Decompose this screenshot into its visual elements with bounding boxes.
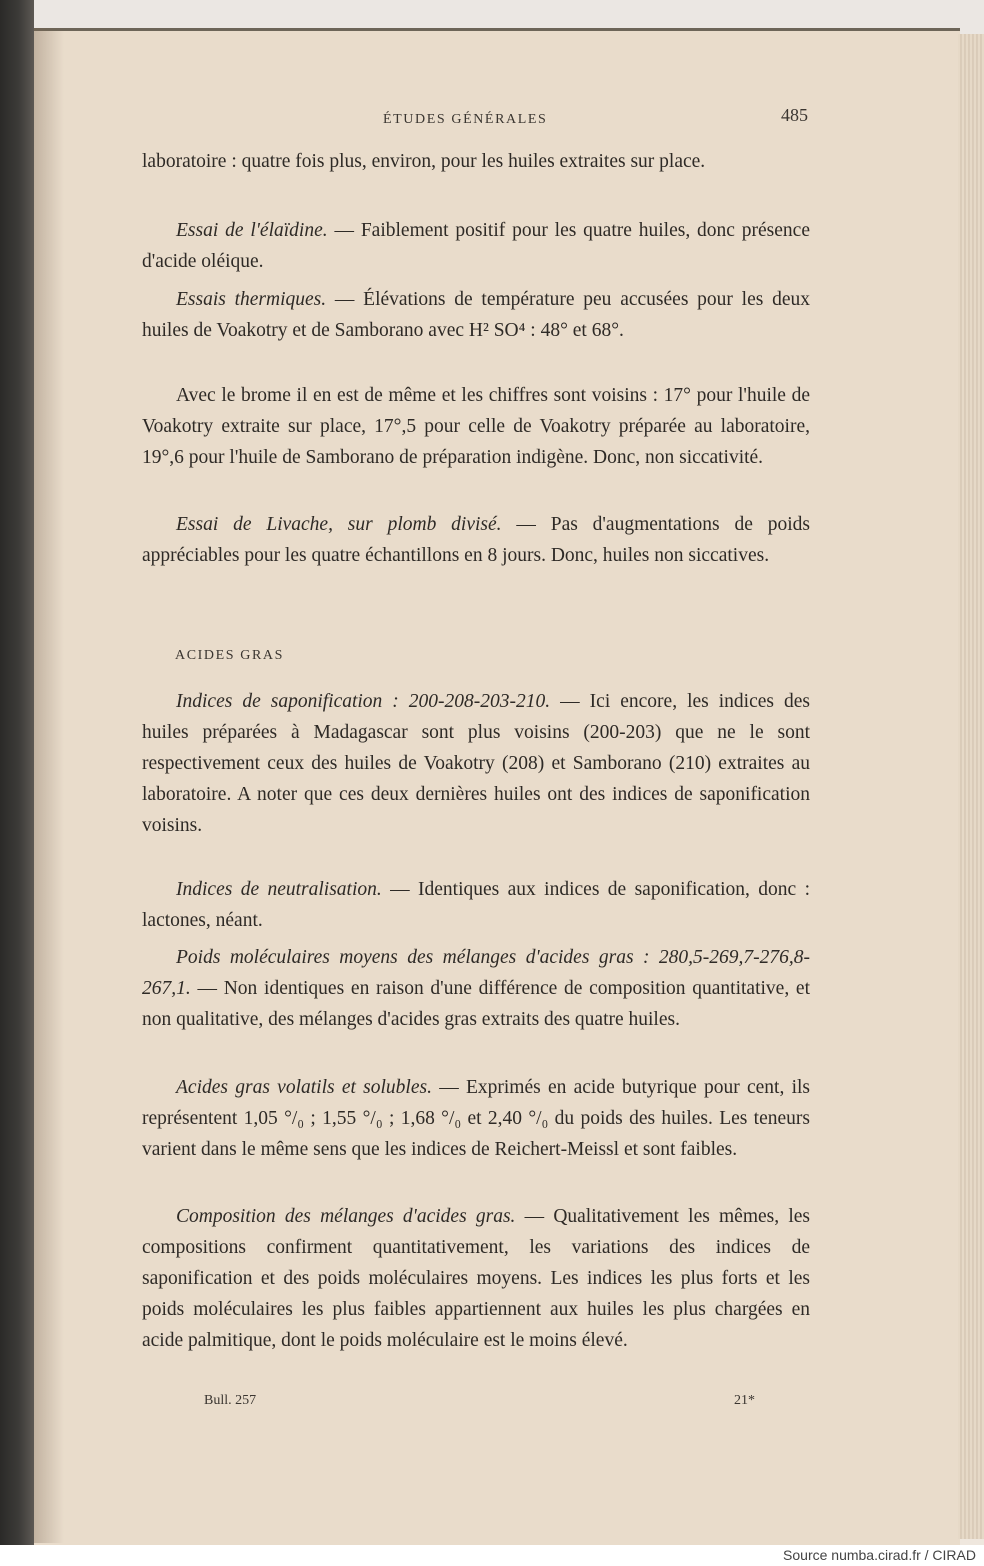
paragraph-lead: Indices de saponification : 200-208-203-210. [176,691,551,712]
paragraph-text: — Ici encore, les indices des huiles préparées à Madagascar sont plus voisins (200-203) que ne le sont respectivement ceux des huiles de Voakotry (208) et Samborano (210) extraites au laboratoire. A noter que ces deux dernières huiles ont des indices de saponification voisins. [142,691,810,836]
paragraph-continuation [142,146,810,177]
page-number: 485 [781,105,808,125]
paragraph-text: — Faiblement positif pour les quatre huiles, donc présence d'acide oléique. [142,220,810,272]
paragraph-volatile-acids [142,1072,810,1165]
paragraph-livache [142,509,810,571]
running-title: ÉTUDES GÉNÉRALES [383,112,548,127]
page-edges [958,34,984,1539]
book-binding [0,0,34,1545]
paragraph-molecular-weights [142,942,810,1035]
paragraph-composition [142,1201,810,1356]
source-credit[interactable]: Source numba.cirad.fr / CIRAD [783,1547,976,1563]
paragraph-lead: Acides gras volatils et solubles. [176,1077,432,1098]
paragraph-text: Avec le brome il en est de même et les chiffres sont voisins : 17° pour l'huile de Voakotry extraite sur place, 17°,5 pour celle de Voakotry préparée au laboratoire, 19°,6 pour l'huile de Samborano de préparation indigène. Donc, non siccativité. [142,385,810,468]
paragraph-text: — Élévations de température peu accusées pour les deux huiles de Voakotry et de Samborano avec H² SO⁴ : 48° et 68°. [142,289,810,341]
bulletin-reference: Bull. 257 [204,1393,257,1408]
paragraph-saponification [142,686,810,841]
paragraph-bromine [142,380,810,473]
paragraph-text: — Identiques aux indices de saponification, donc : lactones, néant. [142,879,810,931]
paragraph-text: — Qualitativement les mêmes, les compositions confirment quantitativement, les variations des indices de saponification et des poids moléculaires moyens. Les indices les plus forts et les poids moléculaires les plus faibles appartiennent aux huiles les plus chargées en acide palmitique, dont le poids moléculaire est le moins élevé. [142,1206,810,1351]
paragraph-neutralisation [142,874,810,936]
paragraph-text: laboratoire : quatre fois plus, environ, pour les huiles extraites sur place. [142,151,706,172]
paragraph-text: — Exprimés en acide butyrique pour cent, ils représentent 1,05 °/₀ ; 1,55 °/₀ ; 1,68 °/₀ et 2,40 °/₀ du poids des huiles. Les teneurs varient dans le même sens que les indices de Reichert-Meissl et sont faibles. [142,1077,811,1160]
paragraph-lead: Composition des mélanges d'acides gras. [176,1206,516,1227]
paragraph-thermal [142,284,810,346]
paragraph-lead: Indices de neutralisation. [176,879,382,900]
paragraph-elaidine [142,215,810,277]
paragraph-text: — Non identiques en raison d'une différence de composition quantitative, et non qualitative, des mélanges d'acides gras extraits des quatre huiles. [142,978,810,1030]
page-header [138,98,808,128]
paragraph-text: — Pas d'augmentations de poids appréciables pour les quatre échantillons en 8 jours. Donc, huiles non siccatives. [142,514,810,566]
gutter-shadow [34,28,64,1543]
paragraph-lead: Essais thermiques. [176,289,327,310]
paragraph-lead: Essai de Livache, sur plomb divisé. [176,514,502,535]
paragraph-lead: Essai de l'élaïdine. [176,220,328,241]
signature-mark: 21* [734,1393,755,1408]
section-heading: ACIDES GRAS [175,648,285,663]
paragraph-lead: Poids moléculaires moyens des mélanges d'acides gras : 280,5-269,7-276,8-267,1. [142,947,810,999]
